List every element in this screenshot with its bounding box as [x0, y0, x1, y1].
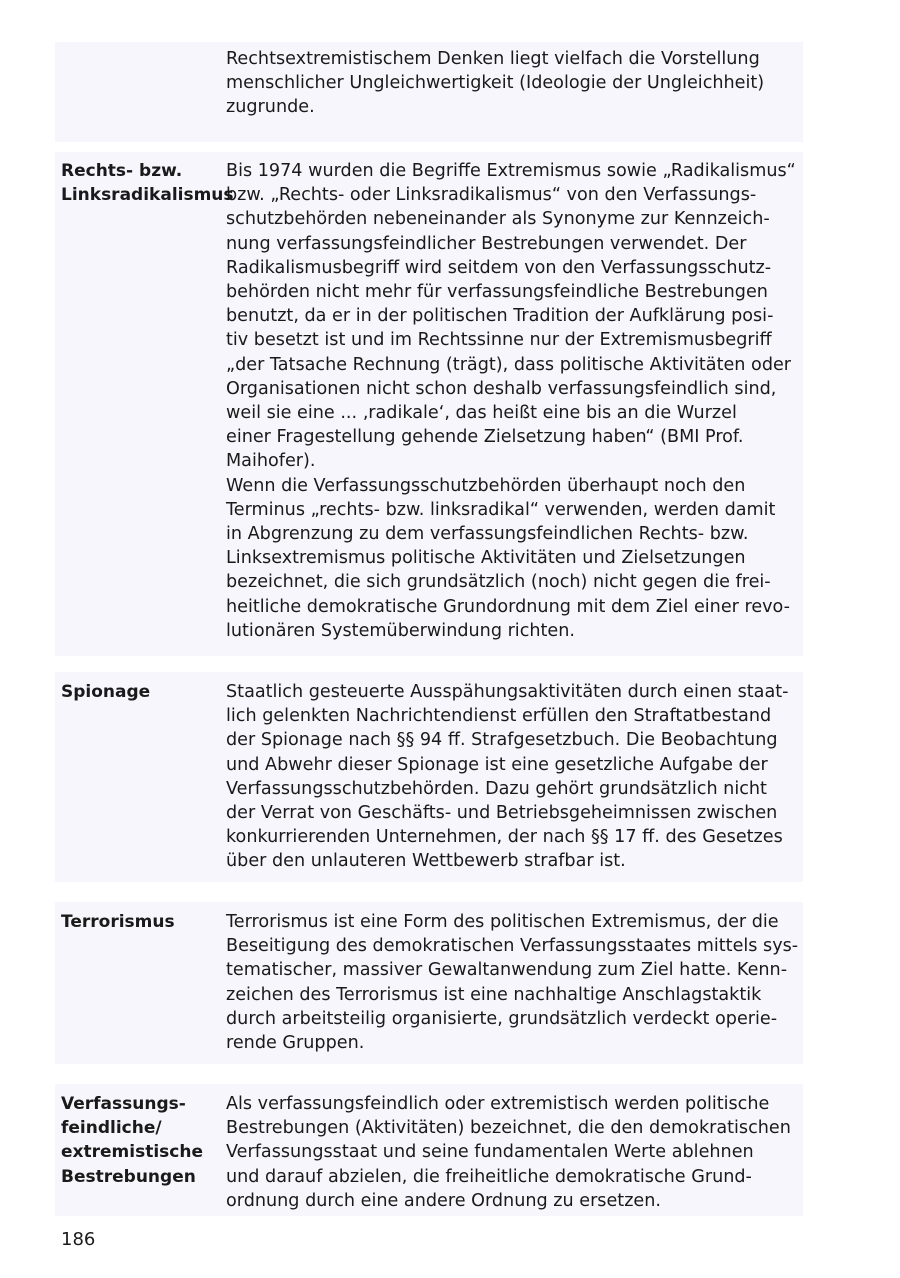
glossary-term-spionage: Spionage: [61, 682, 151, 702]
glossary-term-bestrebungen: Verfassungs- feindliche/ extremistische Bestrebungen: [61, 1094, 203, 1187]
glossary-term-terrorismus: Terrorismus: [61, 912, 175, 932]
page-number: 186: [61, 1229, 96, 1250]
glossary-definition-radikalismus: Bis 1974 wurden die Begriffe Extremismus sowie „Radikalismus“ bzw. „Rechts- oder Linksradikalismus“ von den Verfassungs- schutzbehörden nebeneinander als Synonyme zur Kennzeich- nung verfassungsfeindlicher Bestrebungen verwendet. Der Radikalismusbegriff wird seitdem von den Verfassungsschutz- behörden nicht mehr für verfassungsfeindliche Bestrebungen benutzt, da er in der politischen Tradition der Aufklärung posi- tiv besetzt ist und im Rechtssinne nur der Extremismusbegriff „der Tatsache Rechnung (trägt), dass politische Aktivitäten oder Organisationen nicht schon deshalb verfassungsfeindlich sind, weil sie eine ... ‚radikale‘, das heißt eine bis an die Wurzel einer Fragestellung gehende Zielsetzung haben“ (BMI Prof. Maihofer). Wenn die Verfassungsschutzbehörden überhaupt noch den Terminus „rechts- bzw. linksradikal“ verwenden, werden damit in Abgrenzung zu dem verfassungsfeindlichen Rechts- bzw. Linksextremismus politische Aktivitäten und Zielsetzungen bezeichnet, die sich grundsätzlich (noch) nicht gegen die frei- heitliche demokratische Grundordnung mit dem Ziel einer revo- lutionären Systemüberwindung richten.: [226, 161, 796, 641]
glossary-definition-bestrebungen: Als verfassungsfeindlich oder extremistisch werden politische Bestrebungen (Aktivitäten) bezeichnet, die den demokratischen Verfassungsstaat und seine fundamentalen Werte ablehnen und darauf abzielen, die freiheitliche demokratische Grund- ordnung durch eine andere Ordnung zu ersetzen.: [226, 1094, 791, 1211]
glossary-definition-spionage: Staatlich gesteuerte Ausspähungsaktivitäten durch einen staat- lich gelenkten Nachrichtendienst erfüllen den Straftatbestand der Spionage nach §§ 94 ff. Strafgesetzbuch. Die Beobachtung und Abwehr dieser Spionage ist eine gesetzliche Aufgabe der Verfassungsschutzbehörden. Dazu gehört grundsätzlich nicht der Verrat von Geschäfts- und Betriebsgeheimnissen zwischen konkurrierenden Unternehmen, der nach §§ 17 ff. des Gesetzes über den unlauteren Wettbewerb strafbar ist.: [226, 682, 789, 872]
glossary-definition-terrorismus: Terrorismus ist eine Form des politischen Extremismus, der die Beseitigung des demokratischen Verfassungsstaates mittels sys- tematischer, massiver Gewaltanwendung zum Ziel hatte. Kenn- zeichen des Terrorismus ist eine nachhaltige Anschlagstaktik durch arbeitsteilig organisierte, grundsätzlich verdeckt operie- rende Gruppen.: [226, 912, 799, 1054]
glossary-term-radikalismus: Rechts- bzw. Linksradikalismus: [61, 161, 234, 206]
intro-paragraph: Rechtsextremistischem Denken liegt vielfach die Vorstellung menschlicher Ungleichwertigkeit (Ideologie der Ungleichheit) zugrunde.: [226, 49, 765, 118]
